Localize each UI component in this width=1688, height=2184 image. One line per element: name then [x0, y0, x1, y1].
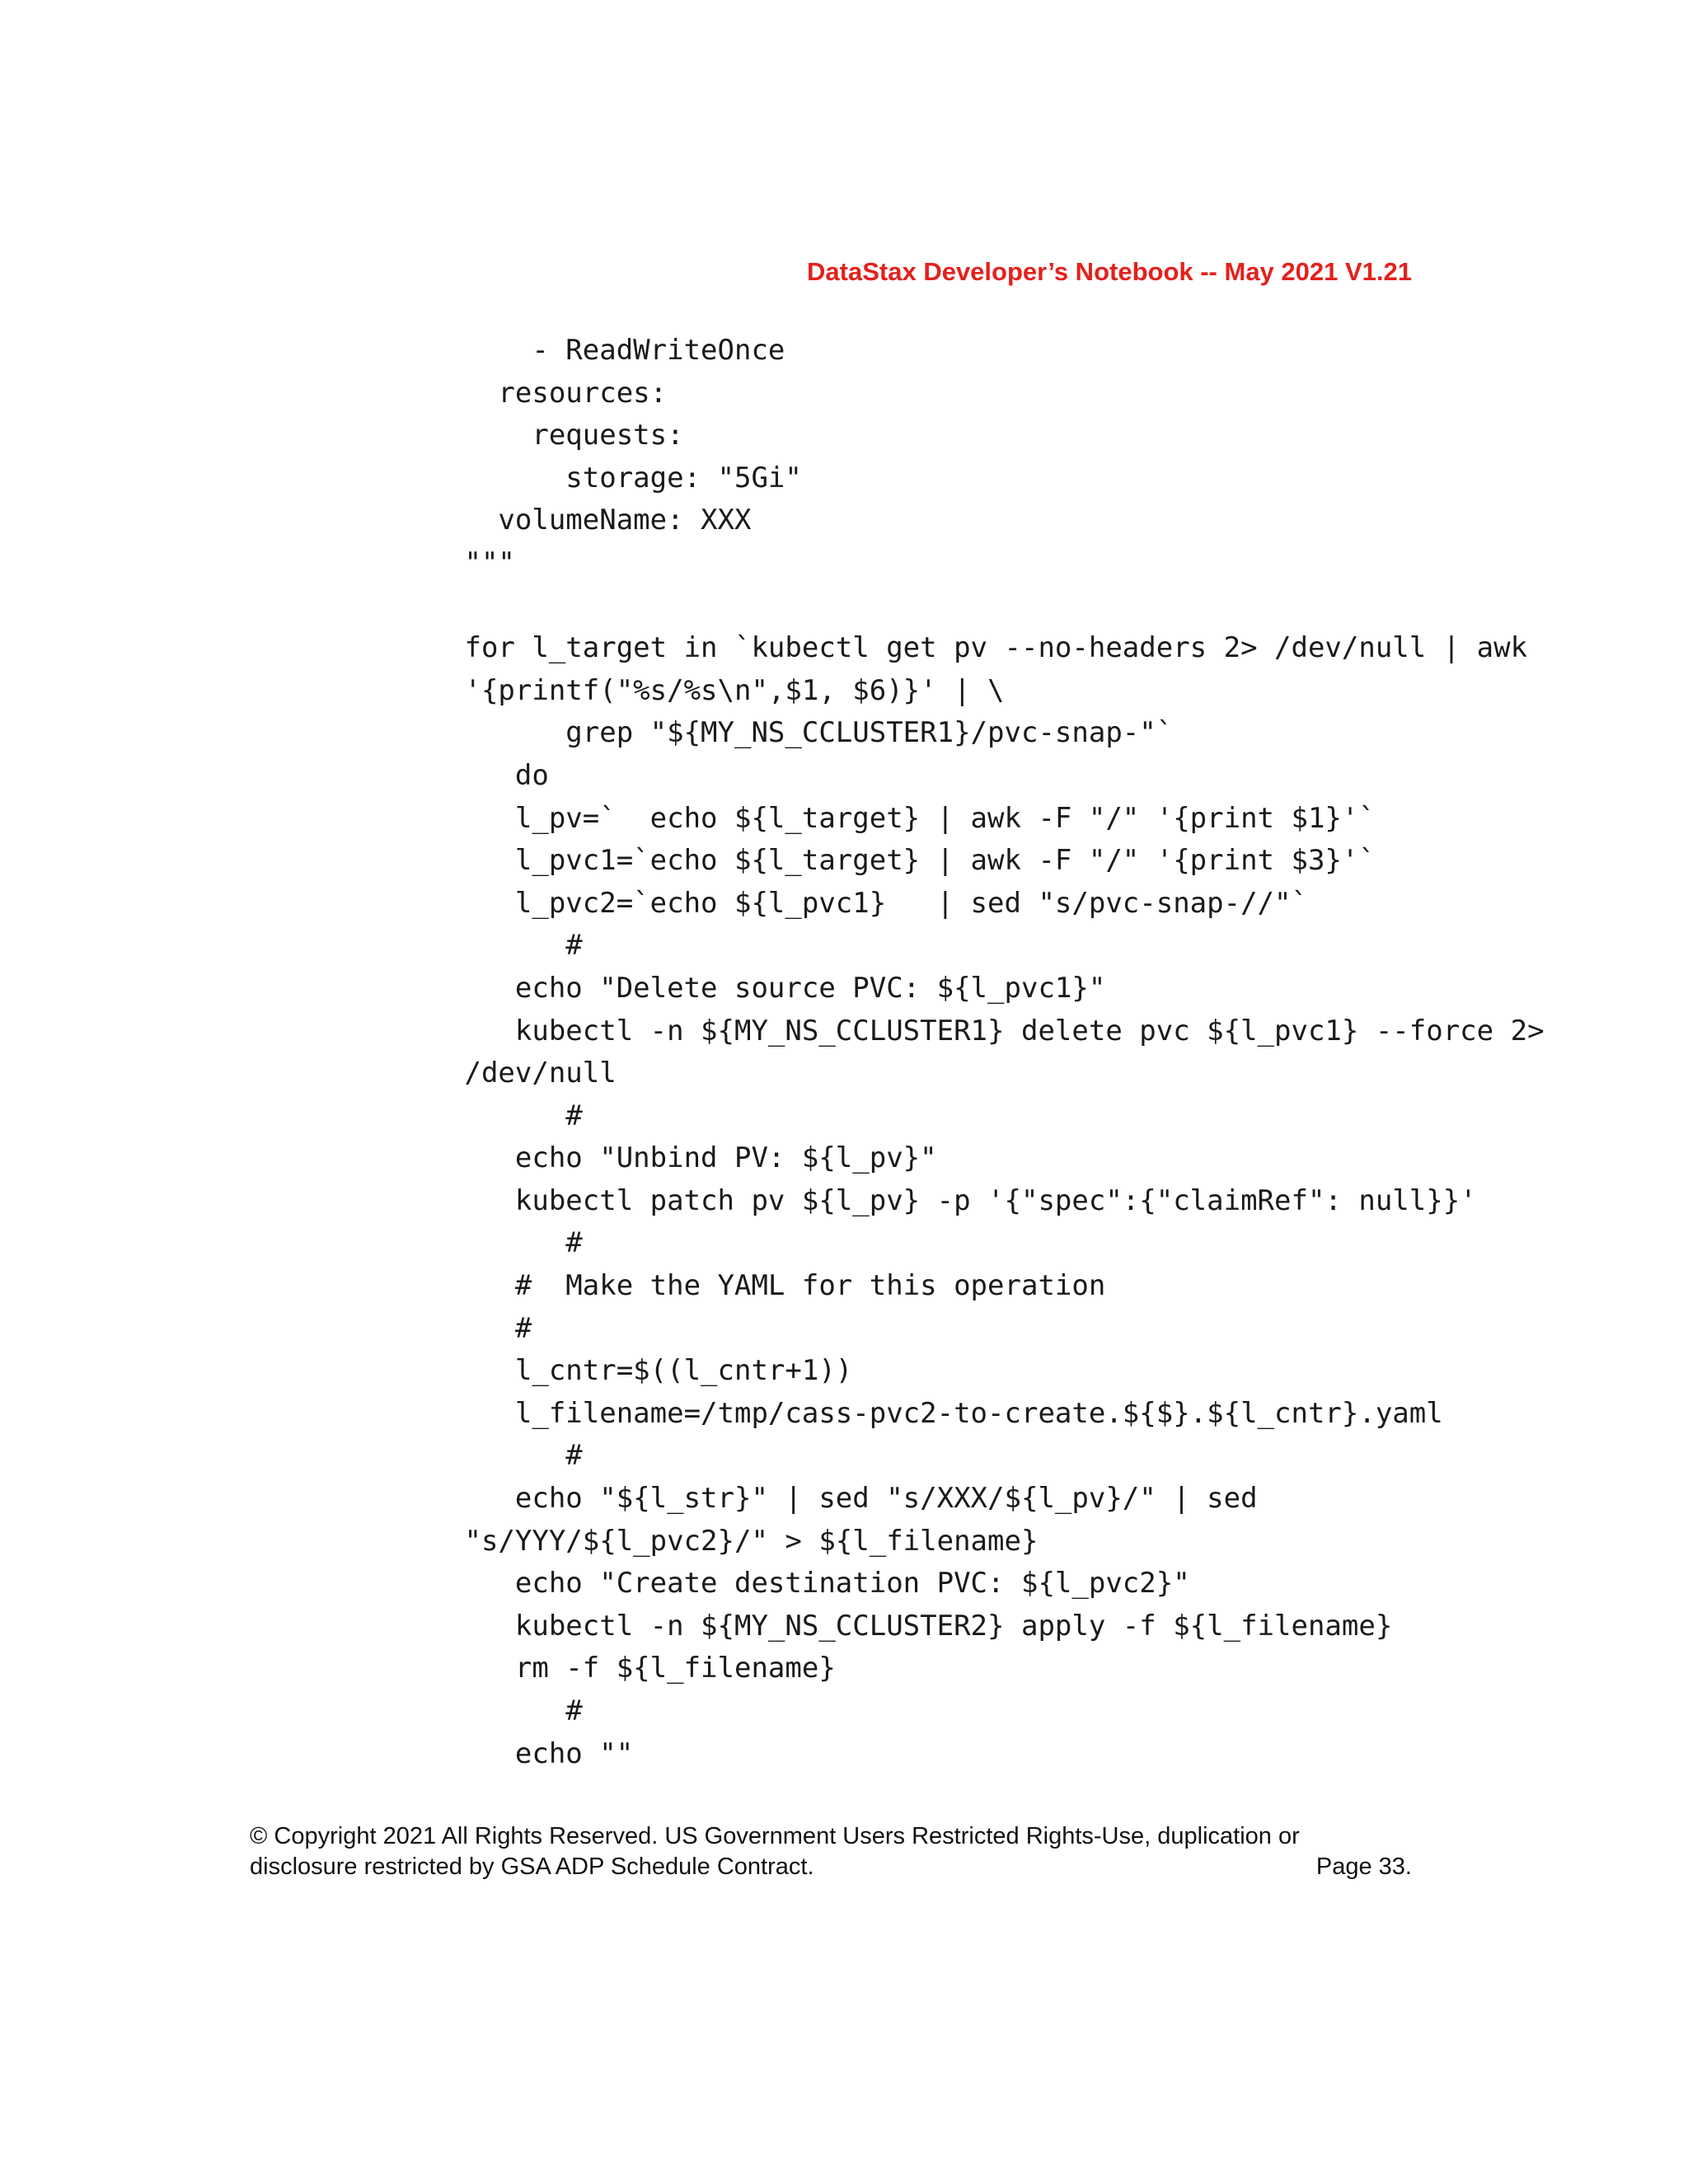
footer-contract-line	[250, 1852, 1412, 1882]
code-line: #	[448, 1694, 583, 1727]
code-line: - ReadWriteOnce	[448, 334, 785, 367]
code-line: for l_target in `kubectl get pv --no-headers 2> /dev/null | awk	[448, 631, 1528, 665]
page-footer	[250, 1821, 1412, 1882]
code-line: "s/YYY/${l_pvc2}/" > ${l_filename}	[448, 1524, 1039, 1558]
footer-copyright-text: © Copyright 2021 All Rights Reserved. US Government Users Restricted Rights-Use, duplication or	[250, 1823, 1300, 1849]
code-line: storage: "5Gi"	[448, 461, 802, 494]
code-line: /dev/null	[448, 1057, 617, 1090]
code-line: do	[448, 758, 549, 792]
code-line: l_pvc1=`echo ${l_target} | awk -F "/" '{print $3}'`	[448, 844, 1376, 878]
code-line: l_filename=/tmp/cass-pvc2-to-create.${$}.${l_cntr}.yaml	[448, 1396, 1443, 1430]
code-line: #	[448, 1099, 583, 1132]
code-line: echo "${l_str}" | sed "s/XXX/${l_pv}/" | sed	[448, 1482, 1258, 1516]
code-line: resources:	[448, 376, 668, 410]
code-line: echo "Delete source PVC: ${l_pvc1}"	[448, 971, 1106, 1005]
footer-contract-text: disclosure restricted by GSA ADP Schedule Contract.	[250, 1854, 814, 1880]
code-line: l_pvc2=`echo ${l_pvc1} | sed "s/pvc-snap-//"`	[448, 886, 1308, 920]
code-line	[448, 585, 1420, 628]
code-line: #	[448, 1311, 532, 1345]
code-line: echo "Create destination PVC: ${l_pvc2}"	[448, 1567, 1190, 1601]
code-listing	[448, 330, 1545, 1775]
code-line: """	[448, 546, 515, 579]
code-line: '{printf("%s/%s\n",$1, $6)}' | \	[448, 673, 1005, 707]
code-line: l_pv=` echo ${l_target} | awk -F "/" '{print $1}'`	[448, 801, 1376, 835]
code-line: requests:	[448, 419, 684, 452]
code-line: kubectl -n ${MY_NS_CCLUSTER2} apply -f ${l_filename}	[448, 1609, 1393, 1643]
code-line: rm -f ${l_filename}	[448, 1652, 836, 1685]
code-line: #	[448, 1226, 583, 1260]
footer-copyright-line	[250, 1821, 1412, 1852]
code-line: echo "Unbind PV: ${l_pv}"	[448, 1141, 937, 1175]
code-line: kubectl -n ${MY_NS_CCLUSTER1} delete pvc ${l_pvc1} --force 2>	[448, 1014, 1545, 1047]
code-line: #	[448, 1439, 583, 1473]
code-line: echo ""	[448, 1736, 634, 1770]
page-number: Page 33.	[1315, 1854, 1412, 1880]
code-line: l_cntr=$((l_cntr+1))	[448, 1354, 853, 1388]
code-line: volumeName: XXX	[448, 504, 752, 537]
running-header: DataStax Developer’s Notebook -- May 2021 V1.21	[807, 257, 1412, 286]
code-line: #	[448, 929, 583, 963]
code-line: grep "${MY_NS_CCLUSTER1}/pvc-snap-"`	[448, 716, 1174, 750]
code-line: # Make the YAML for this operation	[448, 1269, 1106, 1303]
code-line: kubectl patch pv ${l_pv} -p '{"spec":{"claimRef": null}}'	[448, 1183, 1477, 1217]
